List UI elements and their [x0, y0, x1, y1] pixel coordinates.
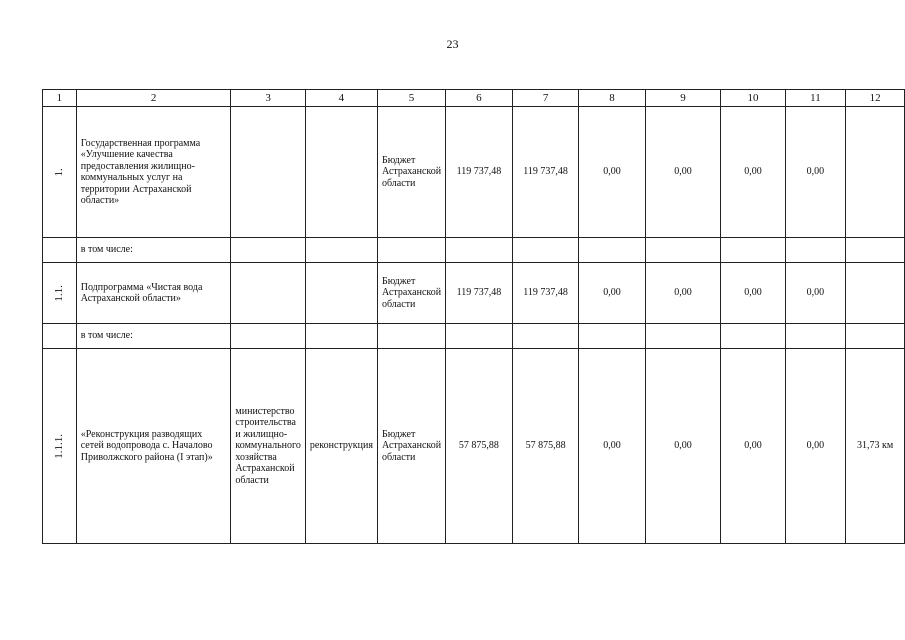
row-number: 1.1.1. — [53, 433, 66, 459]
value-col-9: 0,00 — [645, 263, 721, 324]
executor — [231, 107, 305, 238]
budget-table — [42, 89, 905, 544]
funding-source: Бюджет Астраханской области — [377, 349, 445, 544]
value-col-6: 119 737,48 — [446, 107, 513, 238]
value-col-8: 0,00 — [579, 263, 645, 324]
empty-cell — [721, 238, 785, 263]
value-col-9: 0,00 — [645, 349, 721, 544]
col-header-4: 4 — [305, 90, 377, 107]
empty-cell — [43, 324, 77, 349]
empty-cell — [645, 238, 721, 263]
activity: реконструкция — [305, 349, 377, 544]
col-header-3: 3 — [231, 90, 305, 107]
col-header-7: 7 — [512, 90, 579, 107]
value-col-8: 0,00 — [579, 349, 645, 544]
empty-cell — [446, 238, 513, 263]
value-col-11: 0,00 — [785, 349, 845, 544]
col-header-5: 5 — [377, 90, 445, 107]
row-number: 1. — [53, 167, 66, 177]
empty-cell — [785, 324, 845, 349]
header-row — [43, 90, 905, 107]
empty-cell — [305, 324, 377, 349]
row-number: 1.1. — [53, 284, 66, 302]
col-header-10: 10 — [721, 90, 785, 107]
table-row — [43, 349, 905, 544]
empty-cell — [512, 324, 579, 349]
value-col-6: 57 875,88 — [446, 349, 513, 544]
row-number-cell — [43, 107, 77, 238]
col-header-11: 11 — [785, 90, 845, 107]
activity — [305, 263, 377, 324]
executor — [231, 263, 305, 324]
funding-source: Бюджет Астраханской области — [377, 263, 445, 324]
executor: министерство строительства и жилищно-коммунального хозяйства Астраханской области — [231, 349, 305, 544]
subtotal-row — [43, 324, 905, 349]
empty-cell — [785, 238, 845, 263]
value-col-10: 0,00 — [721, 349, 785, 544]
empty-cell — [446, 324, 513, 349]
row-number-cell — [43, 263, 77, 324]
table-row — [43, 107, 905, 238]
empty-cell — [579, 324, 645, 349]
value-col-11: 0,00 — [785, 263, 845, 324]
empty-cell — [846, 324, 905, 349]
value-col-12 — [846, 107, 905, 238]
empty-cell — [645, 324, 721, 349]
value-col-9: 0,00 — [645, 107, 721, 238]
value-col-10: 0,00 — [721, 107, 785, 238]
activity — [305, 107, 377, 238]
col-header-1: 1 — [43, 90, 77, 107]
table-row — [43, 263, 905, 324]
value-col-7: 57 875,88 — [512, 349, 579, 544]
value-col-12: 31,73 км — [846, 349, 905, 544]
value-col-11: 0,00 — [785, 107, 845, 238]
empty-cell — [512, 238, 579, 263]
col-header-2: 2 — [76, 90, 231, 107]
empty-cell — [721, 324, 785, 349]
funding-source: Бюджет Астраханской области — [377, 107, 445, 238]
program-name: Подпрограмма «Чистая вода Астраханской области» — [76, 263, 231, 324]
value-col-7: 119 737,48 — [512, 263, 579, 324]
value-col-12 — [846, 263, 905, 324]
page-number: 23 — [446, 37, 459, 51]
empty-cell — [231, 238, 305, 263]
program-name: Государственная программа «Улучшение качества предоставления жилищно-коммунальных услуг на территории Астраханской области» — [76, 107, 231, 238]
empty-cell — [305, 238, 377, 263]
empty-cell — [846, 238, 905, 263]
including-label: в том числе: — [76, 238, 231, 263]
col-header-12: 12 — [846, 90, 905, 107]
empty-cell — [43, 238, 77, 263]
value-col-6: 119 737,48 — [446, 263, 513, 324]
including-label: в том числе: — [76, 324, 231, 349]
col-header-9: 9 — [645, 90, 721, 107]
col-header-6: 6 — [446, 90, 513, 107]
col-header-8: 8 — [579, 90, 645, 107]
empty-cell — [231, 324, 305, 349]
empty-cell — [377, 238, 445, 263]
empty-cell — [579, 238, 645, 263]
value-col-8: 0,00 — [579, 107, 645, 238]
program-name: «Реконструкция разводящих сетей водопровода с. Началово Приволжского района (I этап)» — [76, 349, 231, 544]
row-number-cell — [43, 349, 77, 544]
empty-cell — [377, 324, 445, 349]
value-col-7: 119 737,48 — [512, 107, 579, 238]
value-col-10: 0,00 — [721, 263, 785, 324]
subtotal-row — [43, 238, 905, 263]
